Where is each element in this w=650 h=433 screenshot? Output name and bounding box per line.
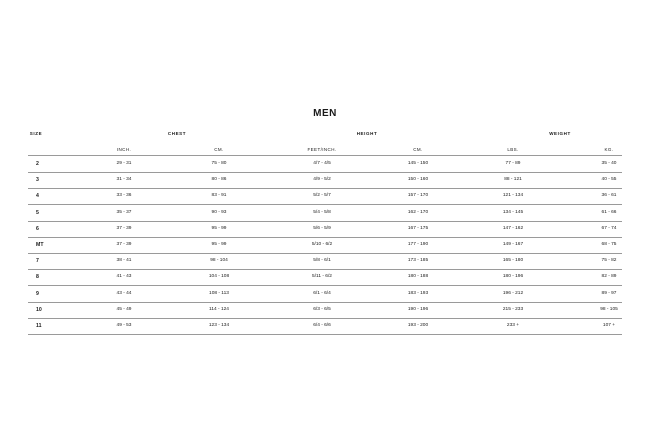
weight-kg-subheader: KG. (604, 147, 614, 152)
weight-lbs-subheader: LBS. (507, 147, 519, 152)
size-header: SIZE (29, 131, 43, 136)
height-feet-cell: 4/9 - 5/2 (313, 177, 331, 183)
height-feet-cell: 5/2 - 5/7 (313, 193, 331, 199)
height-cm-cell: 157 - 170 (407, 193, 429, 199)
chest-inch-cell: 35 - 37 (116, 209, 132, 215)
height-feet-cell: 6/1 - 6/4 (313, 290, 331, 296)
chest-inch-cell: 41 - 43 (116, 274, 132, 280)
weight-kg-cell: 35 - 40 (601, 161, 617, 166)
height-feet-cell: 5/6 - 5/9 (313, 225, 331, 231)
weight-lbs-cell: 165 - 180 (502, 258, 524, 264)
weight-lbs-cell: 147 - 162 (502, 225, 524, 231)
weight-lbs-cell: 121 - 134 (502, 193, 524, 199)
size-cell: 5 (36, 209, 39, 216)
chest-cm-cell: 104 - 108 (208, 274, 230, 280)
size-chart-title: MEN (313, 108, 337, 119)
chest-header: CHEST (167, 131, 187, 136)
size-cell: 11 (36, 323, 42, 329)
table-row (28, 188, 622, 205)
table-row (28, 221, 622, 238)
height-cm-cell: 177 - 190 (407, 242, 429, 247)
height-cm-cell: 183 - 193 (407, 290, 429, 296)
chest-inch-cell: 43 - 44 (116, 290, 132, 296)
weight-lbs-cell: 196 - 212 (502, 290, 524, 296)
table-row (28, 172, 622, 189)
chest-cm-subheader: CM. (214, 147, 224, 152)
chest-cm-cell: 114 - 124 (209, 306, 229, 312)
table-row (28, 237, 622, 254)
chest-inch-subheader: INCH. (116, 147, 132, 152)
size-cell: 6 (36, 225, 39, 232)
height-cm-cell: 162 - 170 (407, 209, 429, 215)
size-cell: 3 (36, 177, 39, 184)
weight-lbs-cell: 233 + (506, 323, 520, 328)
chest-inch-cell: 45 - 49 (116, 306, 132, 312)
weight-kg-cell: 68 - 75 (601, 242, 617, 247)
chest-inch-cell: 38 - 41 (116, 258, 132, 264)
chest-inch-cell: 29 - 31 (116, 161, 132, 166)
height-header: HEIGHT (356, 131, 378, 136)
size-cell: 7 (36, 258, 39, 265)
height-cm-cell: 150 - 160 (407, 177, 429, 183)
height-feet-subheader: FEET/INCH. (307, 147, 337, 152)
table-row (28, 205, 622, 222)
chest-cm-cell: 95 - 99 (211, 225, 227, 231)
chest-cm-cell: 75 - 80 (211, 161, 227, 166)
weight-lbs-cell: 77 - 89 (505, 161, 521, 166)
table-row (28, 253, 622, 270)
height-cm-cell: 173 - 185 (407, 258, 429, 264)
height-cm-subheader: CM. (413, 147, 423, 152)
height-cm-cell: 190 - 196 (407, 306, 429, 312)
chest-cm-cell: 80 - 86 (211, 177, 227, 183)
weight-kg-cell: 61 - 66 (601, 209, 617, 215)
weight-kg-cell: 82 - 89 (601, 274, 617, 280)
height-feet-cell: 5/10 - 6/2 (311, 242, 333, 247)
chest-cm-cell: 83 - 91 (211, 193, 227, 199)
height-feet-cell: 6/4 - 6/6 (313, 323, 331, 328)
size-cell: 9 (36, 290, 39, 297)
weight-kg-cell: 98 - 105 (600, 306, 618, 312)
chest-inch-cell: 31 - 34 (116, 177, 132, 183)
table-row (28, 286, 622, 303)
table-row (28, 302, 622, 319)
height-feet-cell: 5/4 - 5/8 (313, 209, 331, 215)
chest-cm-cell: 90 - 93 (211, 209, 227, 215)
weight-kg-cell: 107 + (602, 323, 616, 328)
size-cell: 2 (36, 161, 39, 167)
size-cell: 10 (36, 306, 42, 313)
size-cell: 8 (36, 274, 39, 281)
weight-lbs-cell: 88 - 121 (504, 177, 522, 183)
height-feet-cell: 5/11 - 6/2 (312, 274, 332, 280)
chest-cm-cell: 123 - 134 (208, 323, 230, 328)
weight-kg-cell: 67 - 74 (601, 225, 617, 231)
chest-inch-cell: 37 - 39 (116, 242, 132, 247)
size-cell: 4 (36, 193, 39, 200)
weight-kg-cell: 36 - 61 (601, 193, 617, 199)
weight-kg-cell: 75 - 82 (601, 258, 617, 264)
height-cm-cell: 145 - 150 (407, 161, 429, 166)
chest-cm-cell: 108 - 113 (209, 290, 229, 296)
chest-inch-cell: 37 - 39 (116, 225, 132, 231)
weight-kg-cell: 40 - 55 (601, 177, 617, 183)
chest-inch-cell: 33 - 36 (116, 193, 132, 199)
height-feet-cell: 5/8 - 6/1 (313, 258, 331, 264)
table-row (28, 269, 622, 286)
weight-kg-cell: 89 - 97 (601, 290, 617, 296)
chest-inch-cell: 49 - 53 (116, 323, 132, 328)
table-row (28, 156, 622, 173)
weight-lbs-cell: 180 - 196 (502, 274, 524, 280)
table-row (28, 318, 622, 335)
height-feet-cell: 6/3 - 6/5 (313, 306, 331, 312)
weight-header: WEIGHT (549, 131, 571, 136)
size-cell: MT (36, 242, 44, 248)
weight-lbs-cell: 134 - 145 (502, 209, 524, 215)
height-cm-cell: 193 - 200 (407, 323, 429, 328)
chest-cm-cell: 98 - 104 (210, 258, 228, 264)
chest-cm-cell: 95 - 99 (211, 242, 227, 247)
weight-lbs-cell: 149 - 167 (502, 242, 524, 247)
weight-lbs-cell: 215 - 233 (502, 306, 524, 312)
height-cm-cell: 167 - 175 (407, 225, 429, 231)
height-cm-cell: 180 - 188 (407, 274, 429, 280)
height-feet-cell: 4/7 - 4/5 (313, 161, 331, 166)
